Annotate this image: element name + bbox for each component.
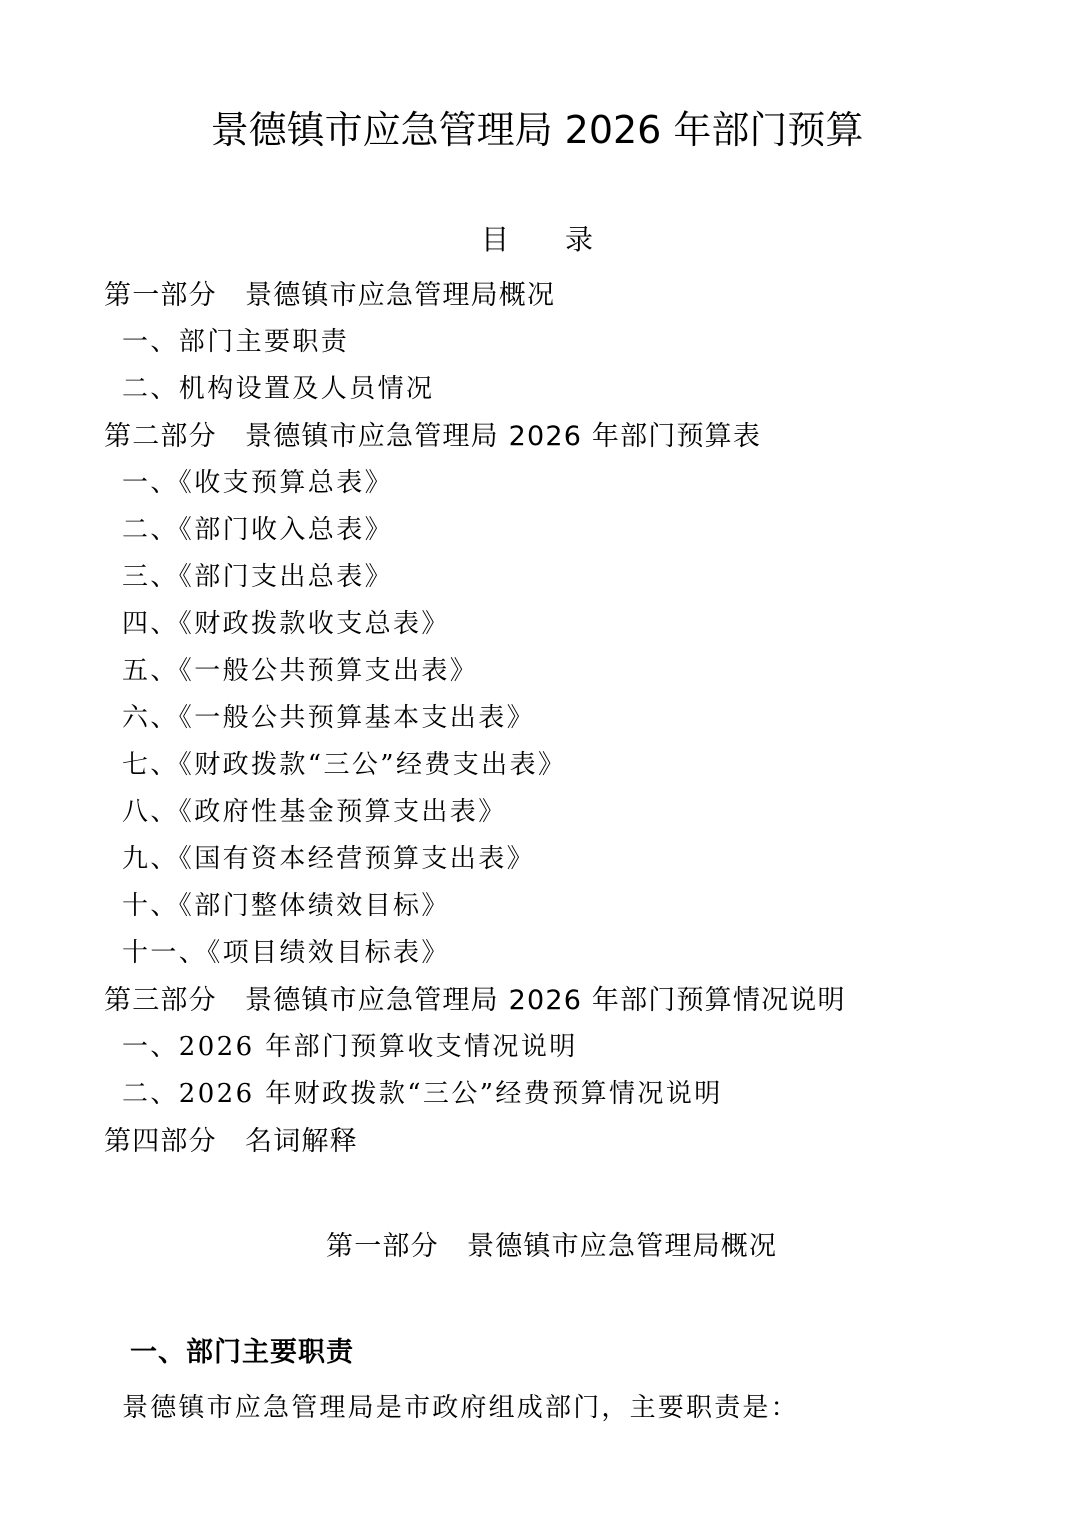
toc-part-1: 第一部分 景德镇市应急管理局概况 [104,280,556,311]
toc-part-2-item-3: 三、《部门支出总表》 [122,562,394,592]
toc-part-2-item-10: 十、《部门整体绩效目标》 [122,891,450,921]
toc-part-3-item-2: 二、2026 年财政拨款“三公”经费预算情况说明 [122,1079,723,1109]
toc-part-2-item-6: 六、《一般公共预算基本支出表》 [122,703,536,733]
toc-heading: 目 录 [480,223,593,256]
toc-part-2: 第二部分 景德镇市应急管理局 2026 年部门预算表 [104,421,762,452]
toc-part-1-item-2: 二、机构设置及人员情况 [122,374,435,404]
toc-part-3: 第三部分 景德镇市应急管理局 2026 年部门预算情况说明 [104,985,846,1016]
duties-intro-paragraph: 景德镇市应急管理局是市政府组成部门，主要职责是： [122,1393,799,1423]
toc-part-2-item-9: 九、《国有资本经营预算支出表》 [122,844,536,874]
toc-part-1-item-1: 一、部门主要职责 [122,327,350,357]
toc-part-4: 第四部分 名词解释 [104,1126,358,1157]
toc-part-2-item-4: 四、《财政拨款收支总表》 [122,609,450,639]
document-title: 景德镇市应急管理局 2026 年部门预算 [210,108,864,152]
toc-part-2-item-1: 一、《收支预算总表》 [122,468,394,498]
toc-part-2-item-7: 七、《财政拨款“三公”经费支出表》 [122,750,567,780]
toc-part-2-item-5: 五、《一般公共预算支出表》 [122,656,479,686]
table-of-contents [104,272,1044,1165]
toc-part-2-item-2: 二、《部门收入总表》 [122,515,394,545]
part-one-heading: 第一部分 景德镇市应急管理局概况 [326,1231,778,1262]
section-heading-main-duties: 一、部门主要职责 [130,1337,354,1368]
toc-part-2-item-11: 十一、《项目绩效目标表》 [122,938,450,968]
toc-part-2-item-8: 八、《政府性基金预算支出表》 [122,797,507,827]
toc-part-3-item-1: 一、2026 年部门预算收支情况说明 [122,1032,578,1062]
